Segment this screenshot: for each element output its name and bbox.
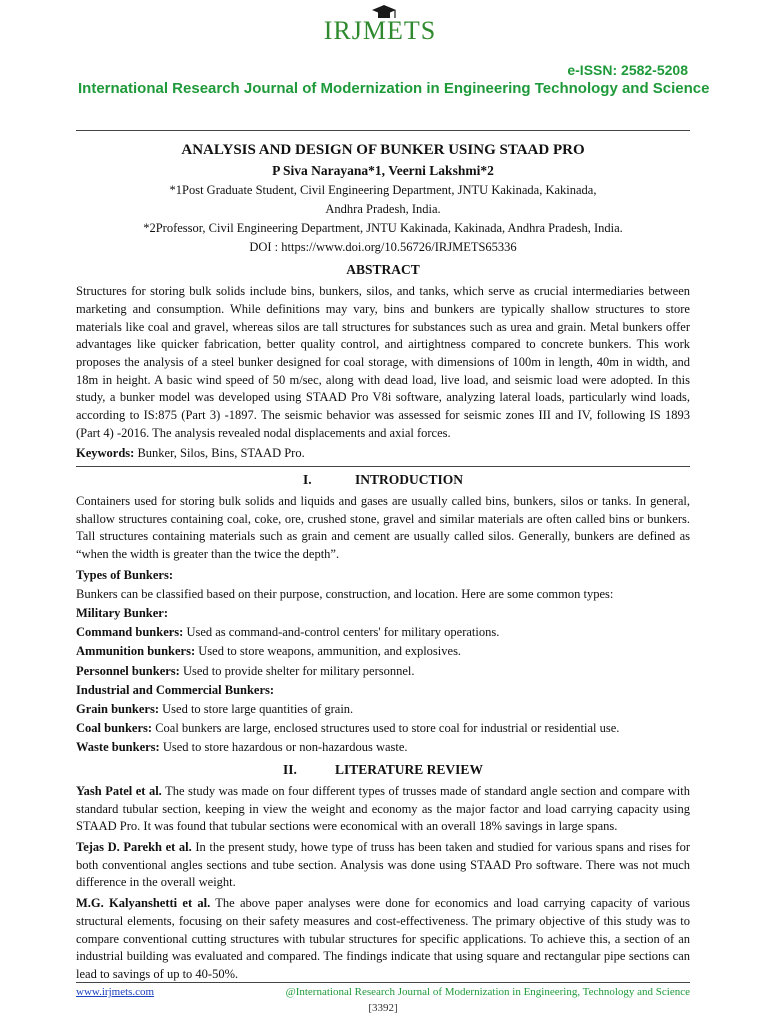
keywords [76,445,690,463]
introduction-heading [76,471,690,489]
introduction-paragraph: Containers used for storing bulk solids and liquids and gases are usually called bins, bunkers, silos or tanks. In general, shallow structures containing coal, coke, ore, crushed stone, gravel and similar materials are often called bins or bunkers. Tall structures containing materials such as grain and cement are usually called silos. Generally, bunkers are defined as “when the width is greater than the twice the depth”. [76,493,690,561]
list-item-ammunition: Ammunition bunkers: Used to store weapons, ammunition, and explosives. [76,644,462,659]
types-heading: Types of Bunkers: [76,567,174,582]
types-text: Bunkers can be classified based on their purpose, construction, and location. Here are some common types: [76,586,614,601]
introduction-number: I. [302,472,312,488]
affiliation-2: *2Professor, Civil Engineering Department, JNTU Kakinada, Kakinada, Andhra Pradesh, India. [143,221,623,236]
list-item-personnel: Personnel bunkers: Used to provide shelter for military personnel. [76,663,415,678]
review-yash-patel: Yash Patel et al. The study was made on four different types of trusses made of standard angle section and compare with standard tubular section, keeping in view the weight and economy as the major factor and load carrying capacity using STAAD Pro. It was found that tubular sections were economical with an overall 18% savings in large spans. [76,783,690,834]
issn-label: e-ISSN: 2582-5208 [567,62,688,78]
literature-heading [76,761,690,779]
abstract-heading: ABSTRACT [346,262,420,278]
affiliation-1-line-1: *1Post Graduate Student, Civil Engineering Department, JNTU Kakinada, Kakinada, [169,183,597,198]
review-tejas-parekh: Tejas D. Parekh et al. In the present study, howe type of truss has been taken and studied for various spans and rises for both conventional angles sections and tube section. Analysis was done using STAAD Pro software. There was not much difference in the overall weight. [76,840,690,890]
journal-website-link[interactable]: www.irjmets.com [76,986,155,998]
journal-name: International Research Journal of Modernization in Engineering Technology and Science [78,80,710,97]
review-kalyanshetti: M.G. Kalyanshetti et al. The above paper analyses were done for economics and load carrying capacity of various structural elements, focusing on their safety measures and cost-effectiveness. The primary objective of this study was to compare conventional cutting structures with tubular structures for specific applications. To achieve this, a section of an industrial building was evaluated and compared. The findings indicate that using square and rectangular pipe sections can lead to savings of up to 40-50%. [76,896,690,981]
paper-body [76,138,690,987]
list-item-coal: Coal bunkers: Coal bunkers are large, enclosed structures used to store coal for industrial or residential use. [76,721,620,736]
journal-header [0,0,768,128]
page-number: [3392] [368,1002,398,1014]
section-divider [76,466,690,467]
industrial-heading: Industrial and Commercial Bunkers: [76,682,275,697]
footer-copyright: @International Research Journal of Modernization in Engineering, Technology and Science [285,986,690,998]
keywords-text: Bunker, Silos, Bins, STAAD Pro. [134,446,305,461]
list-item-command: Command bunkers: Used as command-and-control centers' for military operations. [76,625,500,640]
literature-title: LITERATURE REVIEW [335,762,483,778]
doi: DOI : https://www.doi.org/10.56726/IRJMETS65336 [249,240,517,255]
military-heading: Military Bunker: [76,606,169,621]
list-item-grain: Grain bunkers: Used to store large quantities of grain. [76,702,354,717]
affiliation-1-line-2: Andhra Pradesh, India. [325,202,441,217]
introduction-title: INTRODUCTION [354,472,463,488]
header-divider [76,130,690,131]
keywords-label: Keywords: [76,446,135,461]
abstract-text: Structures for storing bulk solids include bins, bunkers, silos, and tanks, which serve as crucial intermediaries between marketing and consumption. While definitions may vary, bins and bunkers are typically shallow structures to store materials like coal and gravel, whereas silos are tall structures for substances such as urea and grain. Metal bunkers offer advantages like quicker fabrication, better quality control, and airtightness compared to concrete bunkers. This work proposes the analysis of a steel bunker designed for coal storage, with dimensions of 100m in length, 40m in width, and 18m in height. A basic wind speed of 50 m/sec, along with dead load, live load, and seismic load were adopted. In this study, a bunker model was developed using STAAD Pro V8i software, analyzing lateral loads, particularly wind loads, according to IS:875 (Part 3) -1897. The seismic behavior was assessed for seismic zones III and IV, following IS 1893 (Part 4) -2016. The analysis revealed nodal displacements and axial forces. [76,284,690,440]
journal-logo-text: IRJMETS [323,16,437,45]
literature-number: II. [283,762,297,778]
footer-divider [76,982,690,983]
list-item-waste: Waste bunkers: Used to store hazardous or non-hazardous waste. [76,740,408,755]
paper-authors: P Siva Narayana*1, Veerni Lakshmi*2 [272,162,494,178]
page-footer [76,984,690,1024]
paper-title: ANALYSIS AND DESIGN OF BUNKER USING STAAD PRO [181,142,585,158]
